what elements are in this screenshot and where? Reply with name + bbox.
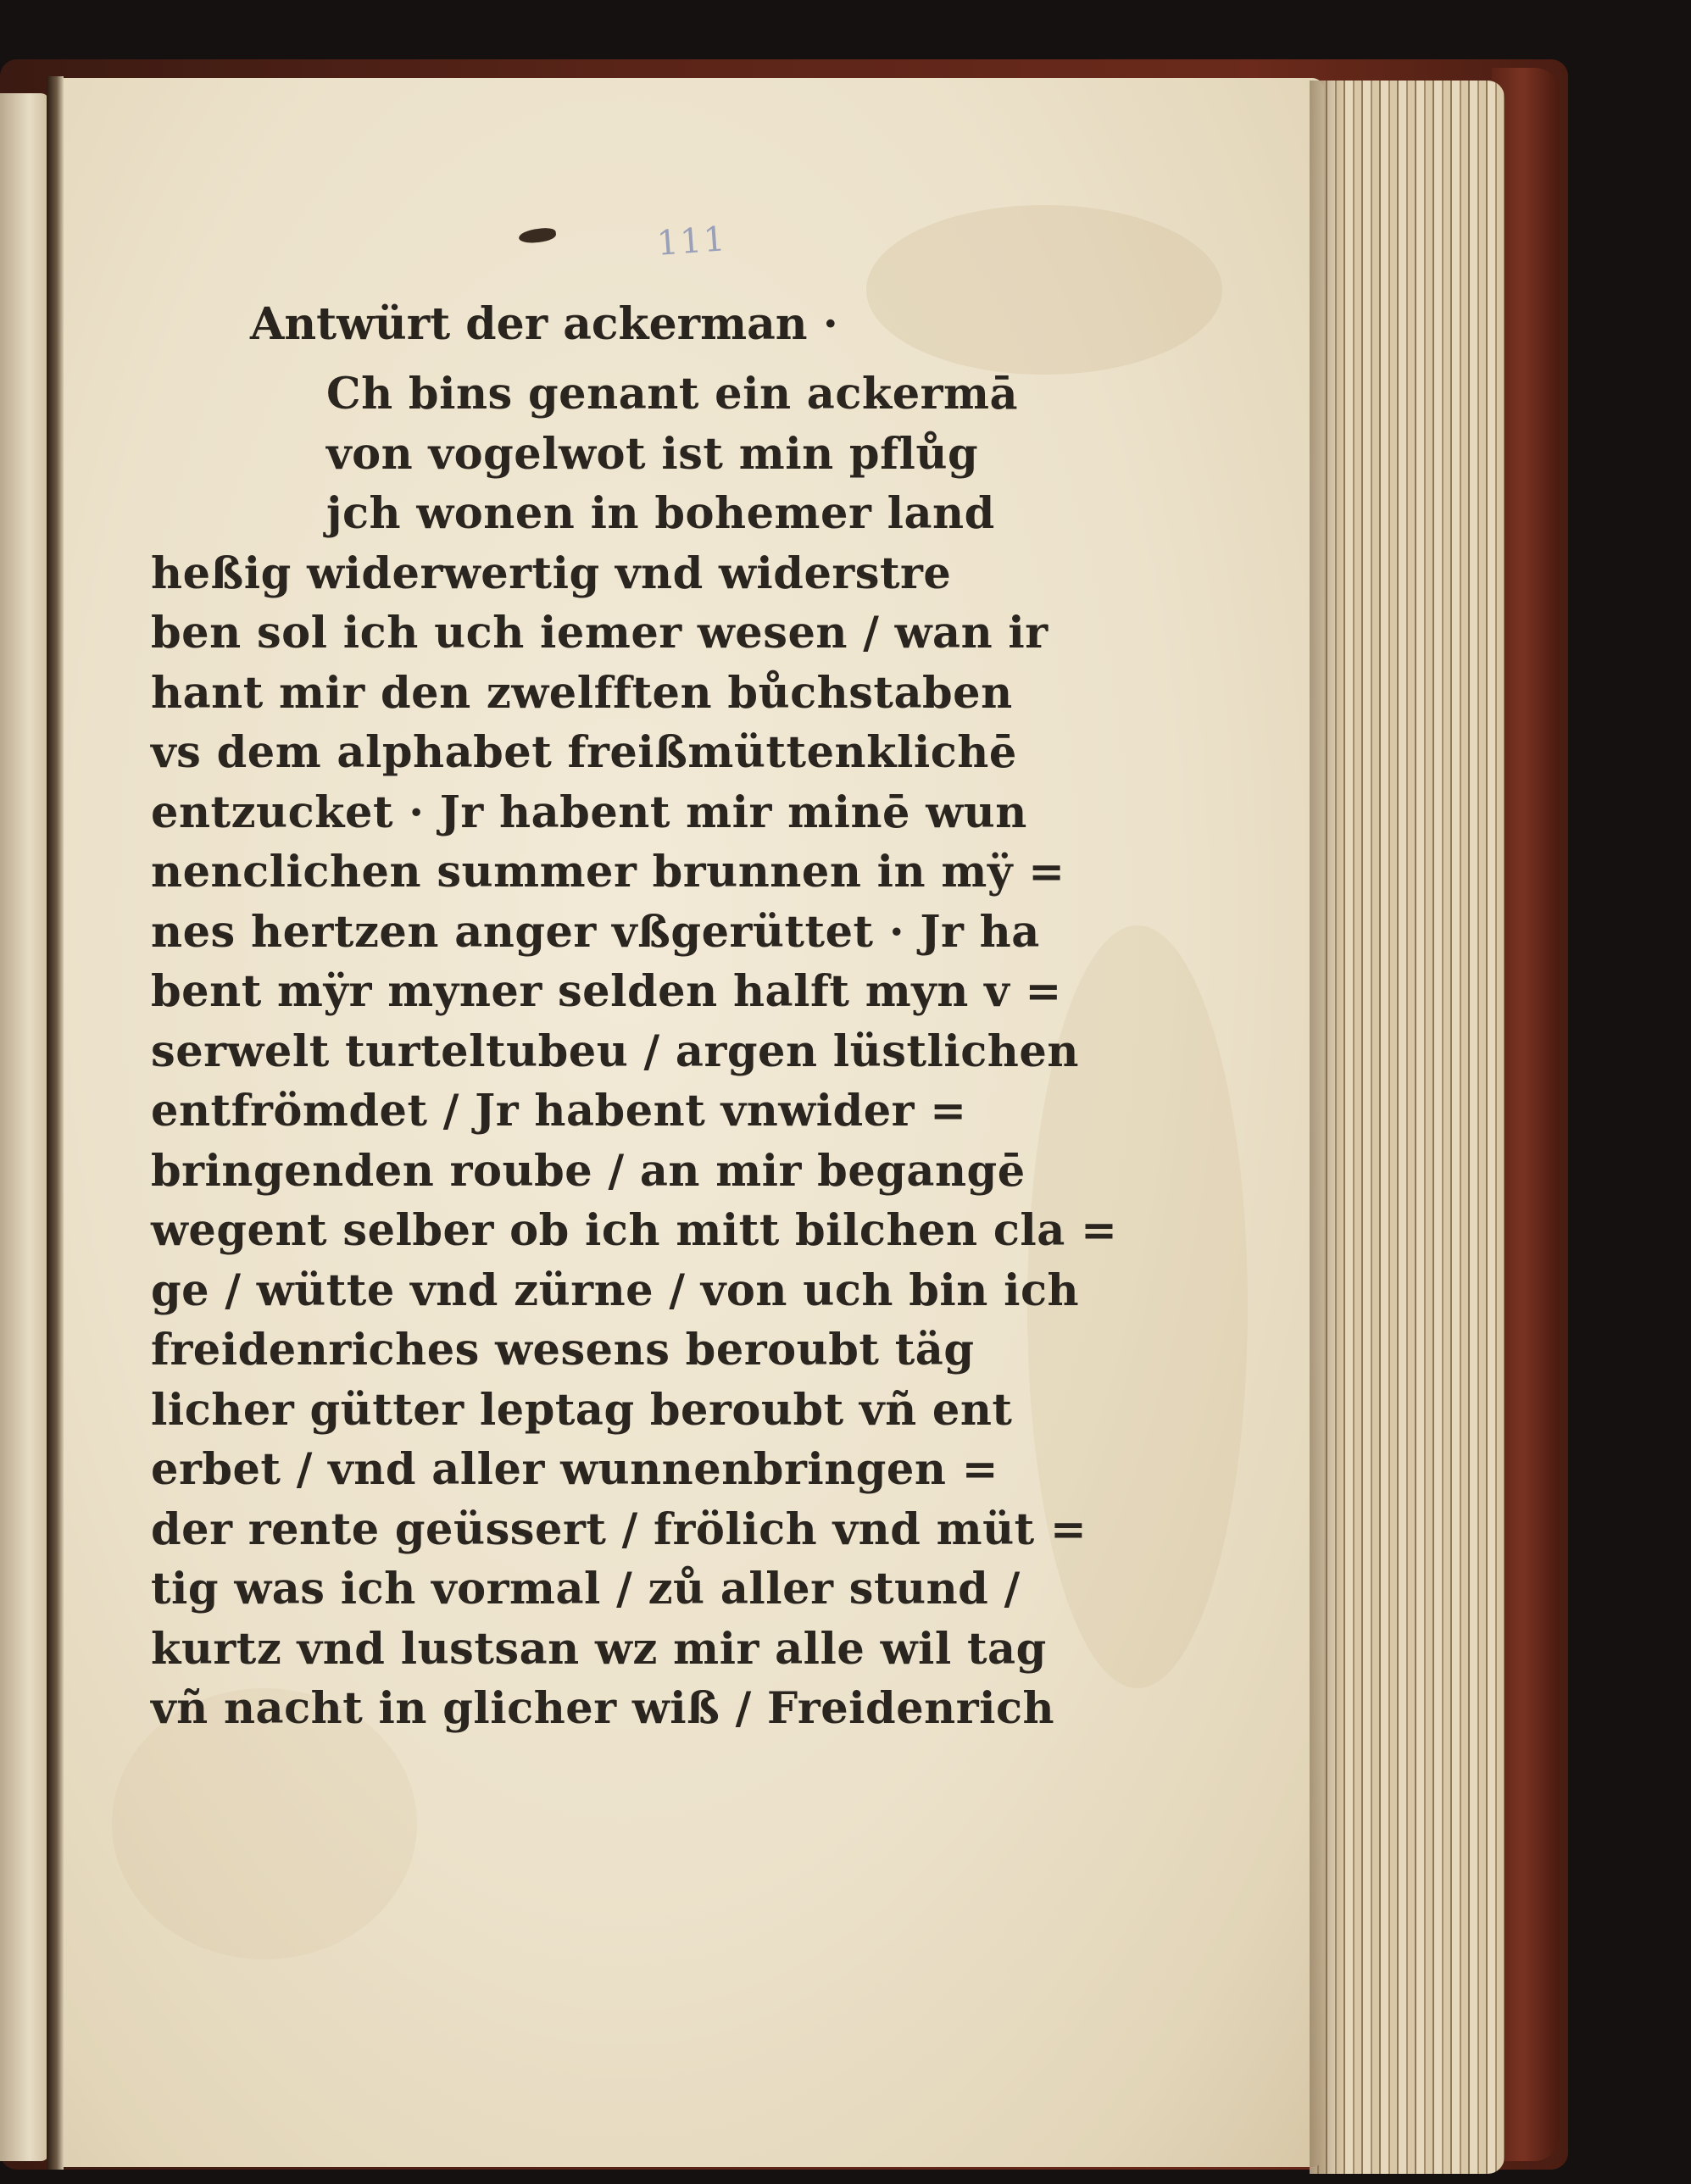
text-line: entzucket · Jr habent mir minē wun — [151, 786, 1027, 838]
text-line: nes hertzen anger vßgerüttet · Jr ha — [151, 906, 1040, 958]
text-line: vñ nacht in glicher wiß / Freidenrich — [151, 1683, 1055, 1734]
page-edge-shadow — [1310, 81, 1343, 2174]
text-line: ben sol ich uch iemer wesen / wan ir — [151, 608, 1049, 659]
text-line: nenclichen summer brunnen in mÿ = — [151, 847, 1065, 897]
text-line: heßig widerwertig vnd widerstre — [151, 547, 952, 599]
folio-number: 111 — [655, 220, 728, 264]
text-line: Ch bins genant ein ackermā — [326, 369, 1019, 420]
text-line: hant mir den zwelfften bůchstaben — [151, 667, 1013, 719]
text-line: vs dem alphabet freißmüttenklichē — [151, 727, 1017, 778]
text-line: entfrömdet / Jr habent vnwider = — [151, 1086, 967, 1136]
text-line: bringenden roube / an mir begangē — [151, 1145, 1026, 1197]
text-line: der rente geüssert / frölich vnd müt = — [151, 1503, 1087, 1555]
text-line: wegent selber ob ich mitt bilchen cla = — [151, 1205, 1118, 1256]
facing-page-left — [0, 93, 49, 2161]
text-line: jch wonen in bohemer land — [326, 488, 995, 539]
text-line: serwelt turteltubeu / argen lüstlichen — [151, 1025, 1079, 1077]
text-block — [151, 364, 1118, 1739]
page-gutter — [47, 76, 64, 2170]
text-line: freidenriches wesens beroubt täg — [151, 1325, 975, 1375]
text-line: erbet / vnd aller wunnenbringen = — [151, 1444, 998, 1495]
text-line: ge / wütte vnd zürne / von uch bin ich — [151, 1264, 1080, 1316]
paper-stain — [866, 205, 1222, 375]
text-line: tig was ich vormal / zů aller stund / — [151, 1564, 1021, 1614]
text-line: licher gütter leptag beroubt vñ ent — [151, 1384, 1013, 1436]
section-heading: Antwürt der ackerman · — [250, 298, 838, 350]
text-line: bent mÿr myner selden halft myn v = — [151, 966, 1062, 1017]
text-line: kurtz vnd lustsan wz mir alle wil tag — [151, 1623, 1047, 1675]
text-line: von vogelwot ist min pflůg — [326, 428, 979, 480]
